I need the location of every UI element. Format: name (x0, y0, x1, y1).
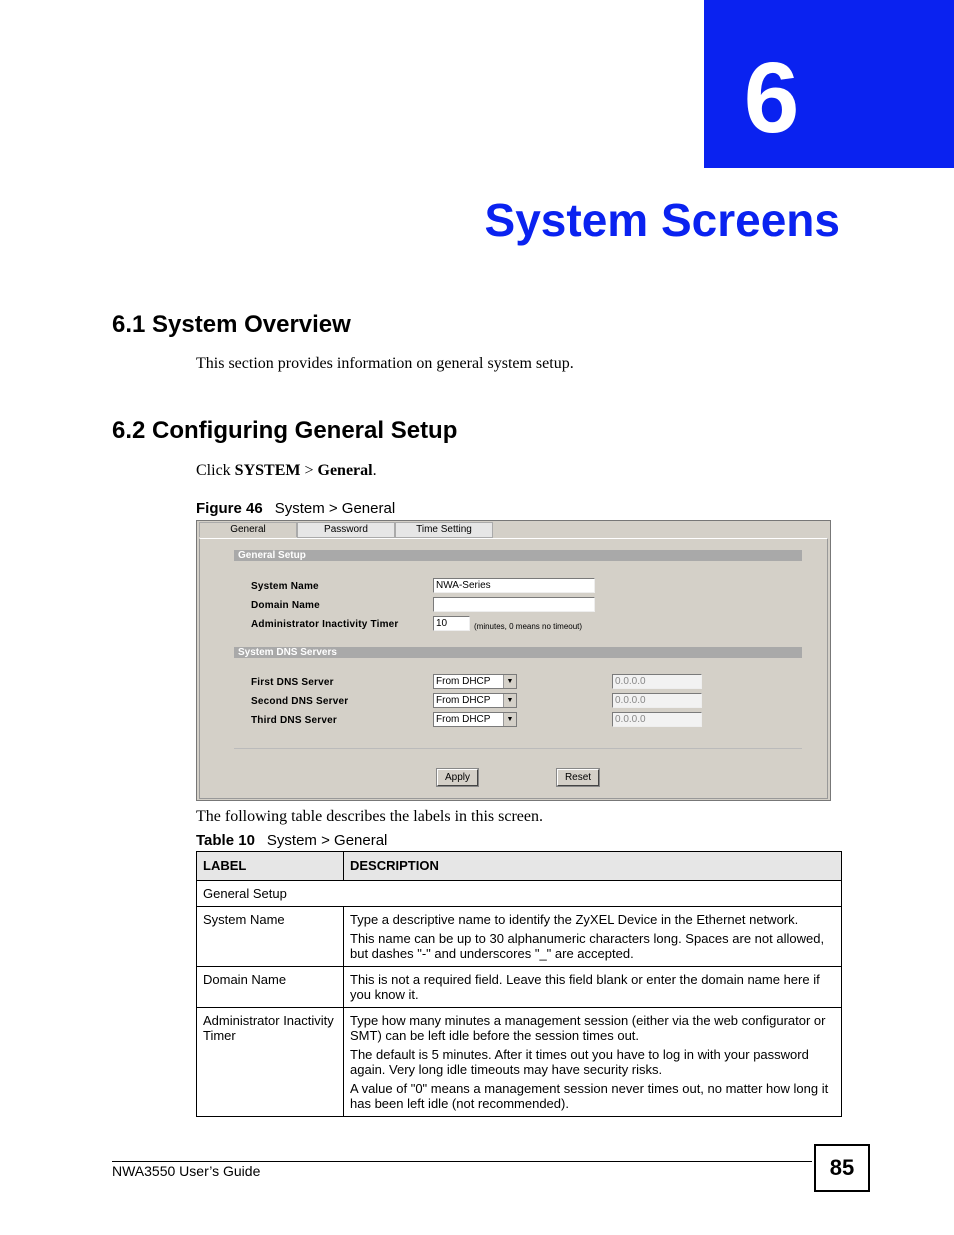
click-menu: SYSTEM (234, 462, 301, 479)
system-name-label: System Name (251, 581, 319, 592)
table-intro-text: The following table describes the labels in this screen. (196, 808, 544, 825)
general-setup-bar: General Setup (234, 550, 802, 561)
click-end: . (372, 462, 377, 479)
click-prefix: Click (196, 462, 235, 479)
chapter-title: System Screens (484, 194, 840, 246)
dropdown-arrow-icon[interactable]: ▼ (503, 694, 516, 707)
domain-name-input[interactable] (433, 597, 595, 612)
table-row-description (344, 907, 842, 967)
inactivity-timer-input[interactable]: 10 (433, 616, 470, 631)
first-dns-select-value: From DHCP (436, 676, 491, 687)
description-paragraph: This name can be up to 30 alphanumeric characters long. Spaces are not allowed, but dashes "-" and underscores "_" are accepted. (350, 931, 825, 961)
inactivity-timer-label: Administrator Inactivity Timer (251, 619, 399, 630)
dropdown-arrow-icon[interactable]: ▼ (503, 675, 516, 688)
description-paragraph: A value of "0" means a management session never times out, no matter how long it has been left idle (not recommended). (350, 1081, 829, 1111)
click-sep: > (300, 462, 318, 479)
table-header-description: DESCRIPTION (344, 852, 842, 881)
click-item: General (317, 462, 373, 479)
form-divider (234, 748, 802, 749)
chapter-number: 6 (743, 42, 800, 154)
section-heading-overview: 6.1 System Overview (112, 311, 351, 338)
table-row-label: Domain Name (197, 967, 344, 1008)
table-group-row (197, 881, 842, 907)
table-label: Table 10 (196, 832, 255, 849)
description-paragraph: This is not a required field. Leave this field blank or enter the domain name here if you know it. (350, 972, 820, 1002)
table-row (197, 907, 842, 967)
section-heading-general-setup: 6.2 Configuring General Setup (112, 417, 458, 444)
table-group-cell: General Setup (197, 881, 842, 907)
apply-button[interactable]: Apply (437, 769, 478, 786)
click-instruction (196, 461, 377, 481)
first-dns-select[interactable] (433, 674, 517, 689)
reset-button[interactable]: Reset (557, 769, 599, 786)
tab-time-setting[interactable]: Time Setting (395, 522, 493, 538)
footer-rule (112, 1161, 812, 1162)
third-dns-select-value: From DHCP (436, 714, 491, 725)
description-paragraph: Type a descriptive name to identify the ZyXEL Device in the Ethernet network. (350, 912, 799, 927)
second-dns-ip-input[interactable]: 0.0.0.0 (612, 693, 702, 708)
second-dns-label: Second DNS Server (251, 696, 349, 707)
third-dns-label: Third DNS Server (251, 715, 338, 726)
table-row-description (344, 1008, 842, 1117)
table-caption (196, 832, 387, 850)
first-dns-ip-input[interactable]: 0.0.0.0 (612, 674, 702, 689)
dropdown-arrow-icon[interactable]: ▼ (503, 713, 516, 726)
system-general-screen (196, 520, 831, 801)
second-dns-select[interactable] (433, 693, 517, 708)
table-header-row (197, 852, 842, 881)
second-dns-select-value: From DHCP (436, 695, 491, 706)
system-name-input[interactable]: NWA-Series (433, 578, 595, 593)
table-row-label: System Name (197, 907, 344, 967)
description-table (196, 851, 842, 1117)
third-dns-ip-input[interactable]: 0.0.0.0 (612, 712, 702, 727)
figure-caption (196, 500, 395, 518)
figure-title: System > General (274, 500, 396, 517)
domain-name-label: Domain Name (251, 600, 320, 611)
third-dns-select[interactable] (433, 712, 517, 727)
table-row-description (344, 967, 842, 1008)
table-row (197, 1008, 842, 1117)
first-dns-label: First DNS Server (251, 677, 334, 688)
table-row (197, 967, 842, 1008)
figure-label: Figure 46 (196, 500, 263, 517)
table-title: System > General (266, 832, 388, 849)
page-number: 85 (814, 1144, 870, 1192)
table-row-label: Administrator Inactivity Timer (197, 1008, 344, 1117)
screen-panel (199, 538, 828, 799)
tab-general[interactable]: General (199, 522, 297, 537)
tab-password[interactable]: Password (297, 522, 395, 538)
description-paragraph: The default is 5 minutes. After it times out you have to log in with your password again. Very long idle timeouts may have security risks. (350, 1047, 809, 1077)
table-header-label: LABEL (197, 852, 344, 881)
footer-guide-name: NWA3550 User’s Guide (112, 1163, 261, 1179)
description-paragraph: Type how many minutes a management session (either via the web configurator or SMT) can be left idle before the session times out. (350, 1013, 826, 1043)
section-overview-text: This section provides information on general system setup. (196, 355, 574, 372)
dns-servers-bar: System DNS Servers (234, 647, 802, 658)
inactivity-timer-hint: (minutes, 0 means no timeout) (474, 622, 583, 631)
